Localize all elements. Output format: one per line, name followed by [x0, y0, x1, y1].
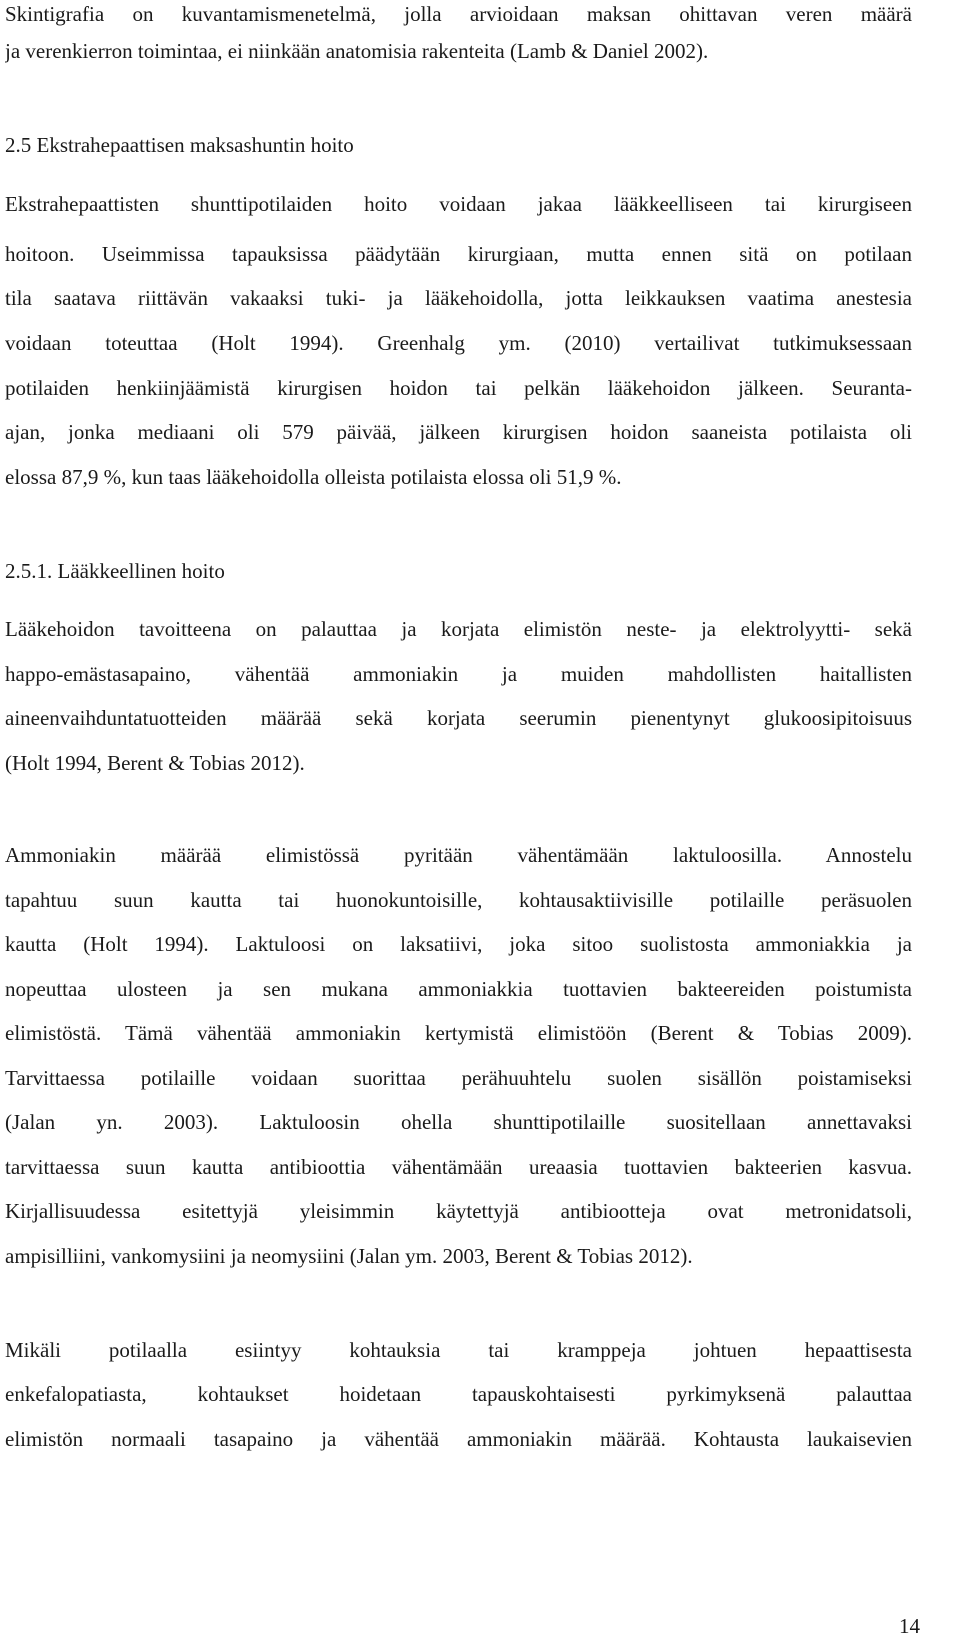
- text-line: tapahtuu suun kautta tai huonokuntoisille, kohtausaktiivisille potilaille peräsuolen: [5, 888, 912, 912]
- text-line: elimistöstä. Tämä vähentää ammoniakin kertymistä elimistöön (Berent & Tobias 2009).: [5, 1021, 912, 1045]
- text-line: (Holt 1994, Berent & Tobias 2012).: [5, 751, 305, 775]
- text-line: Ammoniakin määrää elimistössä pyritään vähentämään laktuloosilla. Annostelu: [5, 843, 912, 867]
- text-line: aineenvaihduntatuotteiden määrää sekä korjata seerumin pienentynyt glukoosipitoisuus: [5, 706, 912, 730]
- text-line: ja verenkierron toimintaa, ei niinkään anatomisia rakenteita (Lamb & Daniel 2002).: [5, 39, 709, 63]
- text-line: ampisilliini, vankomysiini ja neomysiini (Jalan ym. 2003, Berent & Tobias 2012).: [5, 1244, 693, 1268]
- text-line: Ekstrahepaattisten shunttipotilaiden hoito voidaan jakaa lääkkeelliseen tai kirurgiseen: [5, 192, 912, 216]
- text-line: Kirjallisuudessa esitettyjä yleisimmin käytettyjä antibiootteja ovat metronidatsoli,: [5, 1199, 912, 1223]
- text-line: (Jalan yn. 2003). Laktuloosin ohella shunttipotilaille suositellaan annettavaksi: [5, 1110, 912, 1134]
- text-line: elimistön normaali tasapaino ja vähentää ammoniakin määrää. Kohtausta laukaisevien: [5, 1427, 912, 1451]
- text-line: 2.5.1. Lääkkeellinen hoito: [5, 559, 225, 583]
- text-line: enkefalopatiasta, kohtaukset hoidetaan tapauskohtaisesti pyrkimyksenä palauttaa: [5, 1382, 912, 1406]
- text-line: Skintigrafia on kuvantamismenetelmä, jolla arvioidaan maksan ohittavan veren määrä: [5, 2, 912, 26]
- text-line: tila saatava riittävän vakaaksi tuki- ja lääkehoidolla, jotta leikkauksen vaatima anestesia: [5, 286, 912, 310]
- text-line: happo-emästasapaino, vähentää ammoniakin ja muiden mahdollisten haitallisten: [5, 662, 912, 686]
- text-line: hoitoon. Useimmissa tapauksissa päädytään kirurgiaan, mutta ennen sitä on potilaan: [5, 242, 912, 266]
- text-line: 2.5 Ekstrahepaattisen maksashuntin hoito: [5, 133, 354, 157]
- text-line: ajan, jonka mediaani oli 579 päivää, jälkeen kirurgisen hoidon saaneista potilaista oli: [5, 420, 912, 444]
- text-line: voidaan toteuttaa (Holt 1994). Greenhalg ym. (2010) vertailivat tutkimuksessaan: [5, 331, 912, 355]
- text-line: Mikäli potilaalla esiintyy kohtauksia tai kramppeja johtuen hepaattisesta: [5, 1338, 912, 1362]
- text-line: nopeuttaa ulosteen ja sen mukana ammoniakkia tuottavien bakteereiden poistumista: [5, 977, 912, 1001]
- page-number: 14: [899, 1614, 920, 1638]
- text-line: Tarvittaessa potilaille voidaan suorittaa perähuuhtelu suolen sisällön poistamiseksi: [5, 1066, 912, 1090]
- text-line: elossa 87,9 %, kun taas lääkehoidolla olleista potilaista elossa oli 51,9 %.: [5, 465, 622, 489]
- text-line: kautta (Holt 1994). Laktuloosi on laksatiivi, joka sitoo suolistosta ammoniakkia ja: [5, 932, 912, 956]
- text-line: Lääkehoidon tavoitteena on palauttaa ja korjata elimistön neste- ja elektrolyytti- sekä: [5, 617, 912, 641]
- text-line: potilaiden henkiinjäämistä kirurgisen hoidon tai pelkän lääkehoidon jälkeen. Seuranta-: [5, 376, 912, 400]
- text-line: tarvittaessa suun kautta antibioottia vähentämään ureaasia tuottavien bakteerien kasvua.: [5, 1155, 912, 1179]
